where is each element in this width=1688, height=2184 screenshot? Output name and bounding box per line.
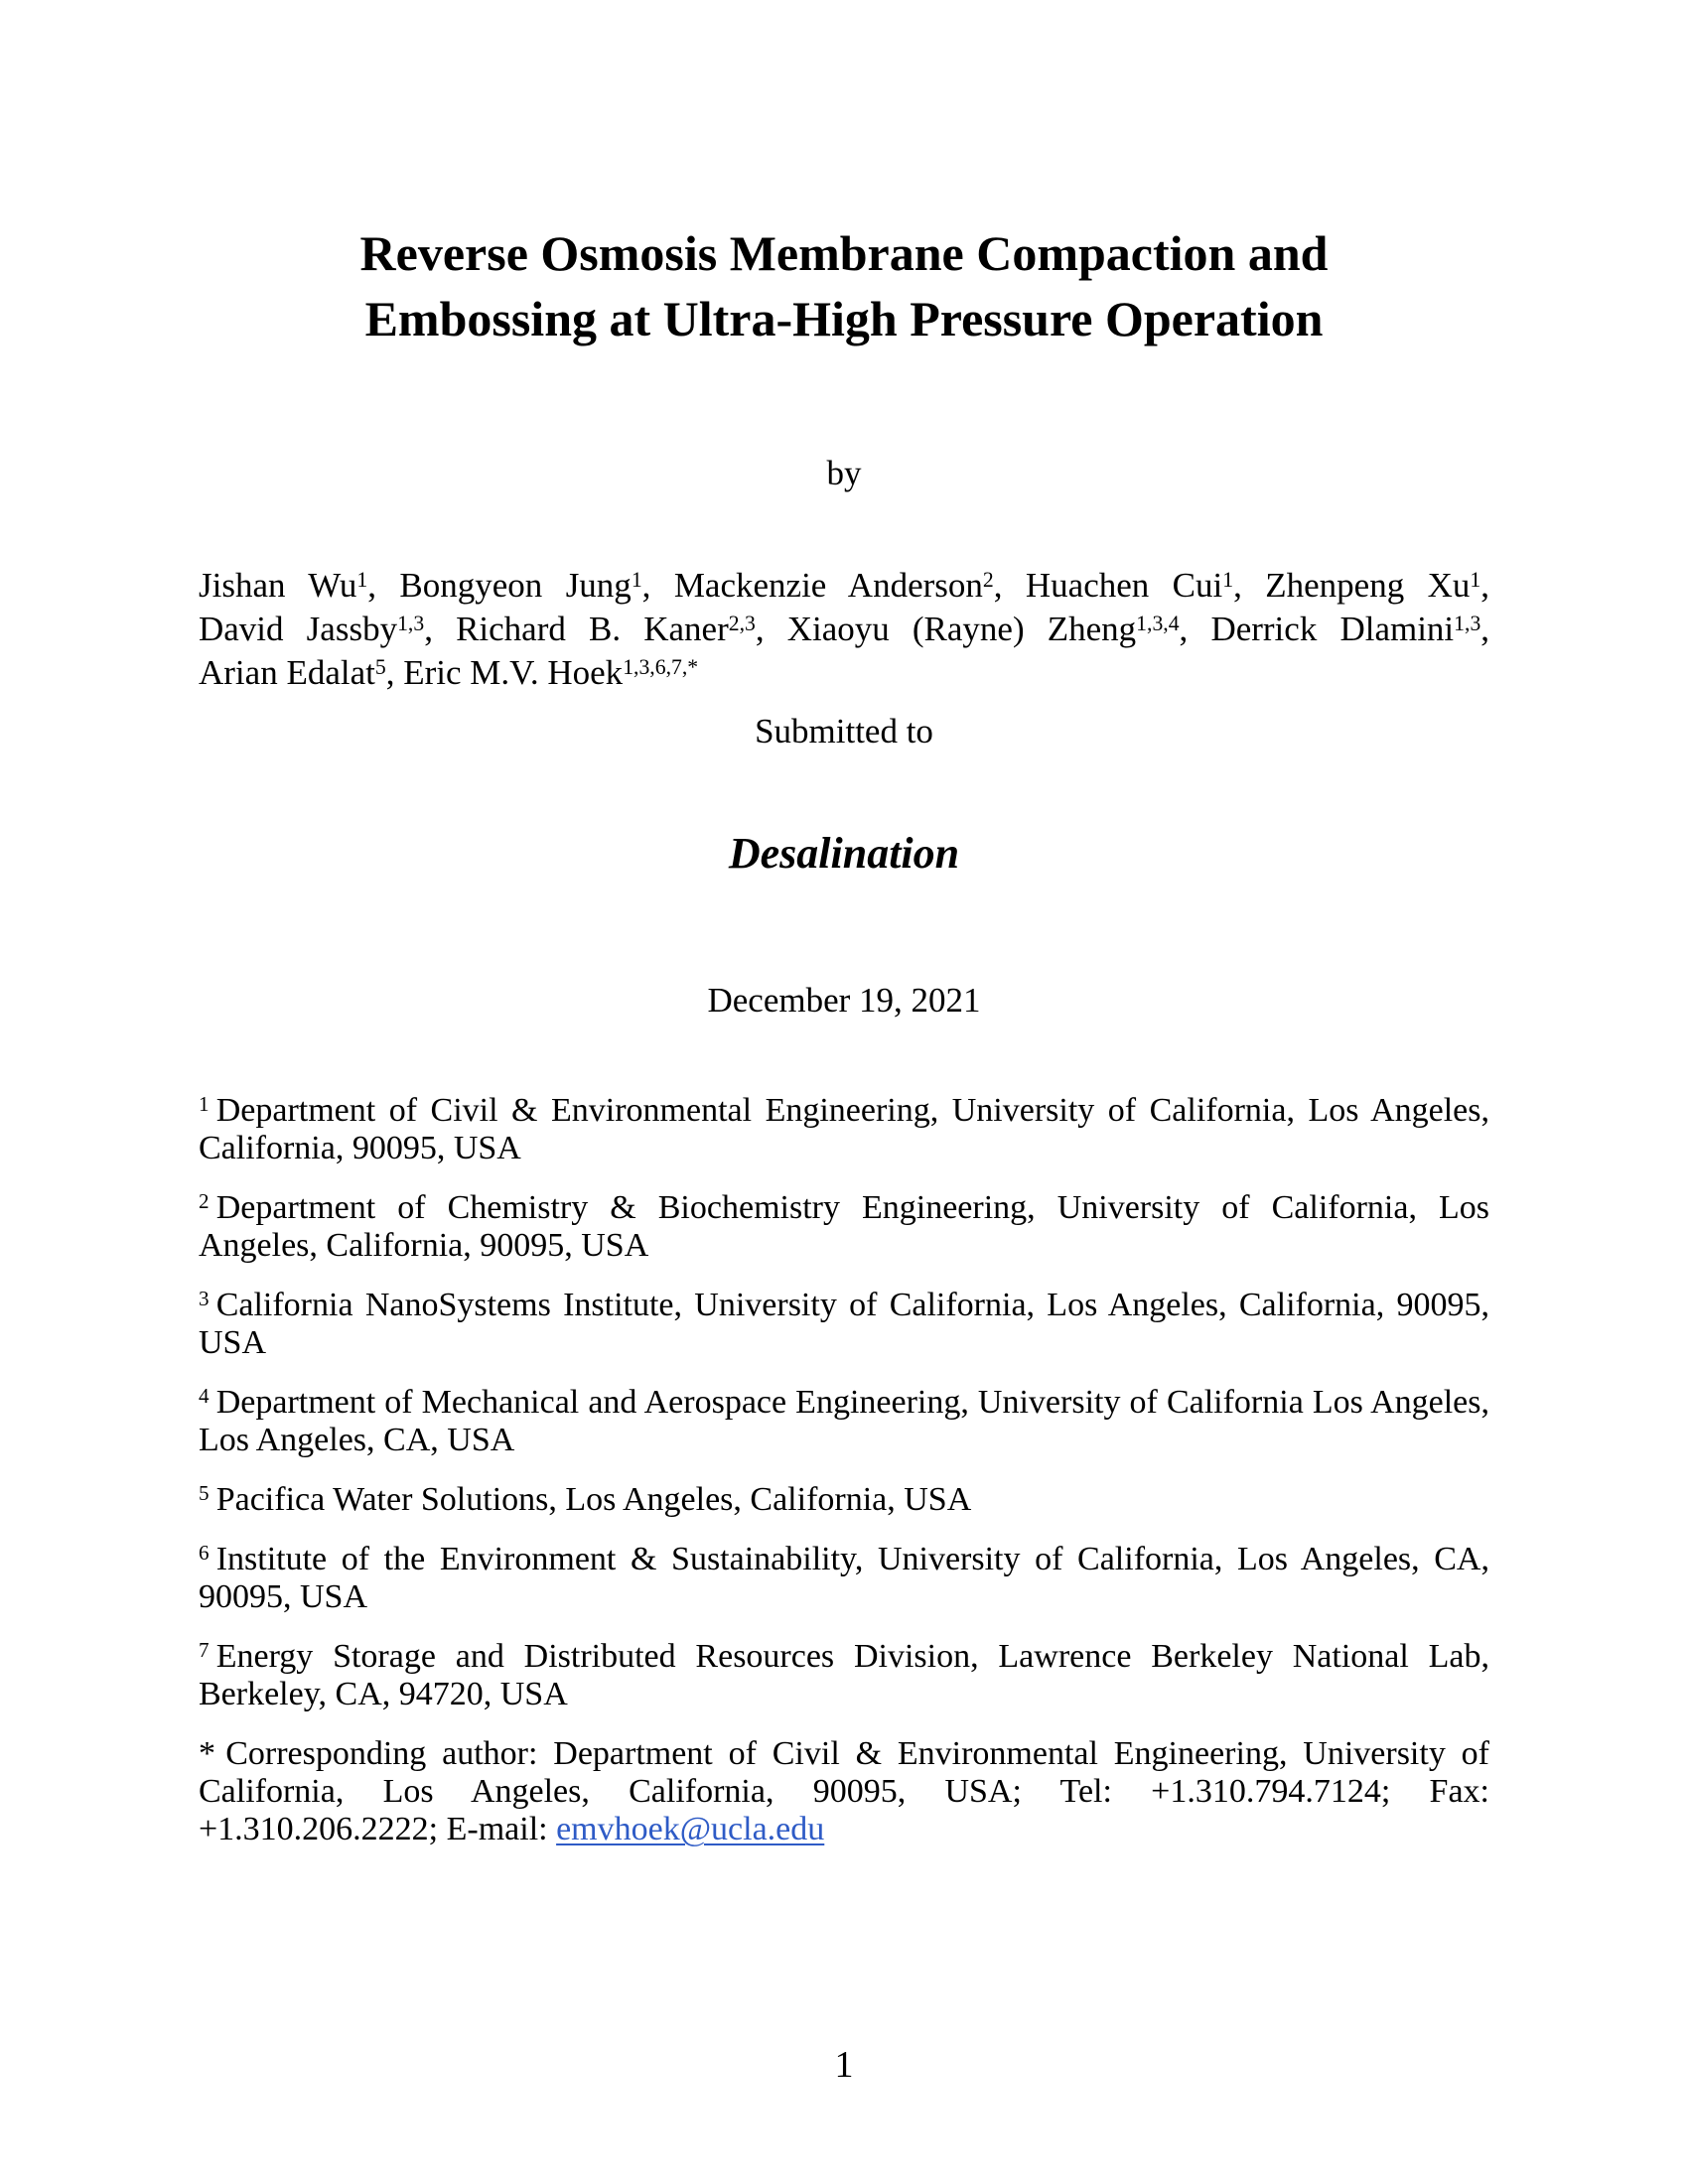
author-name: Jishan Wu bbox=[199, 566, 357, 605]
page-number: 1 bbox=[834, 2044, 854, 2086]
author-list bbox=[199, 564, 1489, 695]
author-superscript: 1,3 bbox=[1454, 611, 1481, 635]
author-superscript: 1 bbox=[1222, 567, 1234, 592]
author-name: Huachen Cui bbox=[1025, 566, 1223, 605]
author-superscript: 1 bbox=[631, 567, 642, 592]
author-separator: , bbox=[1233, 566, 1266, 605]
author bbox=[1210, 610, 1489, 648]
author-separator: , bbox=[367, 566, 400, 605]
affiliation-3 bbox=[199, 1287, 1489, 1362]
author-separator: , bbox=[755, 610, 787, 648]
author-separator: , bbox=[424, 610, 457, 648]
author bbox=[1026, 566, 1265, 605]
author-separator: , bbox=[993, 566, 1026, 605]
author-separator: , bbox=[1179, 610, 1211, 648]
author-superscript: 1,3,6,7,* bbox=[623, 654, 699, 679]
affiliation-text: Department of Mechanical and Aerospace Engineering, University of California Los Angeles, Los Angeles, CA, USA bbox=[199, 1384, 1489, 1458]
authors-line-1 bbox=[199, 564, 1489, 608]
author-superscript: 5 bbox=[374, 654, 386, 679]
author-name: Xiaoyu (Rayne) Zheng bbox=[786, 610, 1137, 648]
author-name: Richard B. Kaner bbox=[456, 610, 729, 648]
affiliation-marker: 4 bbox=[199, 1383, 210, 1408]
affiliation-text: Institute of the Environment & Sustainability, University of California, Los Angeles, CA, 90095, USA bbox=[199, 1541, 1489, 1615]
affiliation-6 bbox=[199, 1541, 1489, 1616]
affiliation-marker: 5 bbox=[199, 1480, 210, 1505]
author-name: Zhenpeng Xu bbox=[1265, 566, 1471, 605]
author bbox=[199, 610, 456, 648]
author-separator: , bbox=[385, 653, 404, 692]
author-superscript: 2,3 bbox=[728, 611, 756, 635]
affiliation-marker: 7 bbox=[199, 1637, 210, 1662]
affiliation-text: Energy Storage and Distributed Resources Division, Lawrence Berkeley National Lab, Berkeley, CA, 94720, USA bbox=[199, 1638, 1489, 1712]
corresponding-author-note bbox=[199, 1735, 1489, 1848]
paper-title bbox=[199, 220, 1489, 351]
author bbox=[456, 610, 787, 648]
affiliation-7 bbox=[199, 1638, 1489, 1713]
corresponding-author-marker: * bbox=[199, 1735, 215, 1772]
affiliation-2 bbox=[199, 1189, 1489, 1265]
author-separator: , bbox=[1480, 566, 1489, 605]
author bbox=[399, 566, 673, 605]
affiliation-text: Department of Civil & Environmental Engineering, University of California, Los Angeles, California, 90095, USA bbox=[199, 1092, 1489, 1166]
author-superscript: 1,3 bbox=[397, 611, 425, 635]
affiliation-marker: 1 bbox=[199, 1091, 210, 1116]
author bbox=[674, 566, 1026, 605]
affiliation-text: California NanoSystems Institute, University of California, Los Angeles, California, 90095, USA bbox=[199, 1287, 1489, 1361]
affiliation-text: Pacifica Water Solutions, Los Angeles, California, USA bbox=[215, 1481, 972, 1518]
author-name: Arian Edalat bbox=[199, 653, 375, 692]
author bbox=[199, 566, 399, 605]
authors-line-3 bbox=[199, 651, 1489, 695]
submission-date: December 19, 2021 bbox=[707, 981, 981, 1020]
email-link[interactable]: emvhoek@ucla.edu bbox=[556, 1811, 825, 1847]
corresponding-author-text: Corresponding author: Department of Civil & Environmental Engineering, University of California, Los Angeles, California, 90095, USA; Tel: +1.310.794.7124; Fax: +1.310.206.2222; E-mail: bbox=[199, 1735, 1489, 1847]
author bbox=[403, 653, 698, 692]
affiliation-1 bbox=[199, 1092, 1489, 1167]
journal-name: Desalination bbox=[728, 829, 960, 878]
affiliations-section bbox=[199, 1092, 1489, 1848]
author bbox=[1265, 566, 1489, 605]
author-separator: , bbox=[641, 566, 674, 605]
affiliation-marker: 6 bbox=[199, 1540, 210, 1565]
paper-title-line-2: Embossing at Ultra-High Pressure Operation bbox=[364, 291, 1324, 346]
affiliation-text: Department of Chemistry & Biochemistry Engineering, University of California, Los Angeles, California, 90095, USA bbox=[199, 1189, 1489, 1264]
affiliation-5 bbox=[199, 1481, 1489, 1519]
author-superscript: 2 bbox=[982, 567, 994, 592]
author-superscript: 1 bbox=[356, 567, 368, 592]
author-separator: , bbox=[1480, 610, 1490, 648]
authors-line-2 bbox=[199, 608, 1489, 651]
author-name: David Jassby bbox=[199, 610, 398, 648]
author bbox=[199, 653, 403, 692]
author bbox=[787, 610, 1211, 648]
author-superscript: 1 bbox=[1470, 567, 1481, 592]
affiliation-4 bbox=[199, 1384, 1489, 1459]
affiliation-marker: 2 bbox=[199, 1188, 210, 1213]
affiliation-marker: 3 bbox=[199, 1286, 210, 1310]
author-name: Eric M.V. Hoek bbox=[403, 653, 624, 692]
author-superscript: 1,3,4 bbox=[1136, 611, 1180, 635]
author-name: Derrick Dlamini bbox=[1210, 610, 1455, 648]
submitted-to-label: Submitted to bbox=[755, 712, 933, 751]
byline: by bbox=[826, 454, 862, 492]
author-name: Mackenzie Anderson bbox=[673, 566, 983, 605]
paper-title-line-1: Reverse Osmosis Membrane Compaction and bbox=[359, 225, 1329, 281]
author-name: Bongyeon Jung bbox=[399, 566, 632, 605]
